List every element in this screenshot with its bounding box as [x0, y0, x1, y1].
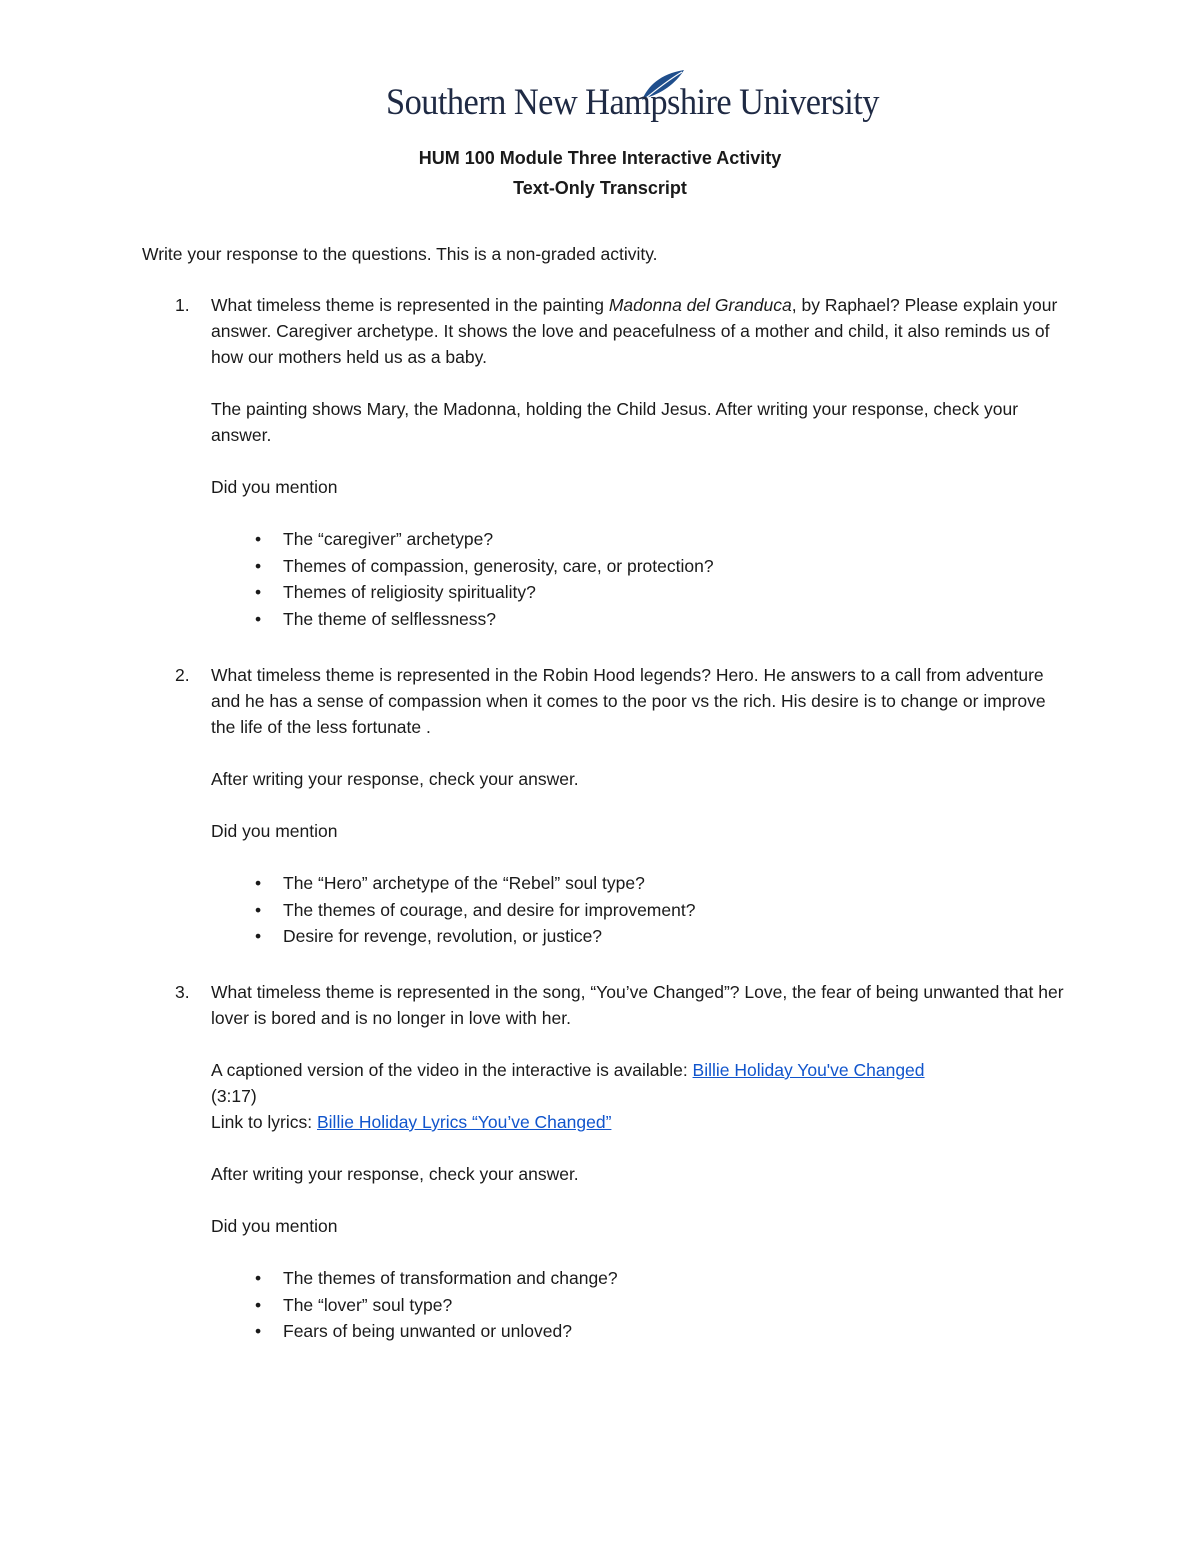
question-prompt: What timeless theme is represented in the Robin Hood legends? Hero. He answers to a call from adventure and he has a sense of compassion when it comes to the poor vs the rich. His desire is to change or improve the life of the less fortunate .	[211, 665, 1046, 737]
bullet-icon: •	[255, 1294, 262, 1315]
bullet-icon: •	[255, 873, 262, 893]
list-item-text: Themes of religiosity spirituality?	[283, 582, 536, 602]
checklist	[211, 870, 1065, 950]
question-body	[211, 292, 1065, 632]
painting-title: Madonna del Granduca	[608, 295, 792, 315]
lyrics-link[interactable]: Billie Holiday Lyrics “You’ve Changed”	[317, 1112, 612, 1132]
list-item-text: The themes of courage, and desire for improvement?	[283, 899, 696, 920]
resource-links	[211, 1057, 1065, 1135]
list-item-text: Themes of compassion, generosity, care, or protection?	[283, 555, 714, 576]
list-item-text: The “caregiver” archetype?	[283, 529, 494, 549]
logo-wordmark: Southern New Hampshire University	[386, 82, 879, 123]
question-body	[211, 662, 1065, 950]
list-item-text: Fears of being unwanted or unloved?	[283, 1321, 572, 1341]
list-item	[211, 870, 1065, 897]
list-item-text: The themes of transformation and change?	[283, 1268, 618, 1288]
bullet-icon: •	[255, 1268, 262, 1288]
question-1	[175, 292, 1065, 632]
bullet-icon: •	[255, 608, 262, 629]
list-item	[211, 1318, 1065, 1345]
document-title: HUM 100 Module Three Interactive Activity	[418, 148, 782, 168]
video-duration: (3:17)	[211, 1086, 257, 1106]
question-note: After writing your response, check your answer.	[211, 1164, 579, 1184]
bullet-icon: •	[255, 926, 262, 946]
bullet-icon: •	[255, 1321, 262, 1341]
prompt-text-continued: , by Raphael? Please explain your answer. Caregiver archetype. It shows the love and peacefulness of a mother and child, it also reminds us of how our mothers held us as a baby.	[211, 295, 1058, 367]
question-3	[175, 979, 1065, 1345]
did-you-mention-label: Did you mention	[211, 1216, 338, 1236]
document-header	[0, 143, 1200, 203]
question-prompt: What timeless theme is represented in the song, “You’ve Changed”? Love, the fear of being unwanted that her lover is bored and is no longer in love with her.	[211, 982, 1064, 1028]
caption-text: A captioned version of the video in the interactive is available:	[211, 1060, 693, 1080]
checklist	[211, 1265, 1065, 1345]
did-you-mention-label: Did you mention	[211, 821, 338, 841]
list-item	[211, 553, 1065, 580]
prompt-text: What timeless theme is represented in the painting	[211, 295, 609, 315]
list-item-text: The “Hero” archetype of the “Rebel” soul type?	[283, 873, 645, 893]
did-you-mention-label: Did you mention	[211, 477, 338, 497]
bullet-icon: •	[255, 529, 262, 549]
question-prompt	[211, 292, 1065, 370]
question-note: After writing your response, check your answer.	[211, 769, 579, 789]
question-2	[175, 662, 1065, 950]
document-subtitle: Text-Only Transcript	[513, 178, 687, 198]
checklist	[211, 526, 1065, 632]
list-item-text: The “lover” soul type?	[283, 1294, 453, 1315]
list-item	[211, 526, 1065, 553]
intro-text: Write your response to the questions. This is a non-graded activity.	[142, 244, 658, 264]
list-item-text: The theme of selflessness?	[283, 608, 497, 629]
lyrics-label: Link to lyrics:	[211, 1112, 317, 1132]
question-body	[211, 979, 1065, 1345]
list-item	[211, 606, 1065, 633]
question-number: 3.	[175, 982, 190, 1002]
list-item	[211, 923, 1065, 950]
university-logo	[386, 68, 879, 138]
list-item	[211, 1292, 1065, 1319]
video-link[interactable]: Billie Holiday You've Changed	[692, 1060, 925, 1080]
question-number: 1.	[175, 295, 190, 315]
bullet-icon: •	[255, 555, 262, 576]
list-item	[211, 897, 1065, 924]
question-number: 2.	[175, 665, 190, 685]
bullet-icon: •	[255, 899, 262, 920]
list-item-text: Desire for revenge, revolution, or justice?	[283, 926, 603, 946]
list-item	[211, 579, 1065, 606]
bullet-icon: •	[255, 582, 262, 602]
question-note: The painting shows Mary, the Madonna, holding the Child Jesus. After writing your response, check your answer.	[211, 399, 1019, 445]
list-item	[211, 1265, 1065, 1292]
